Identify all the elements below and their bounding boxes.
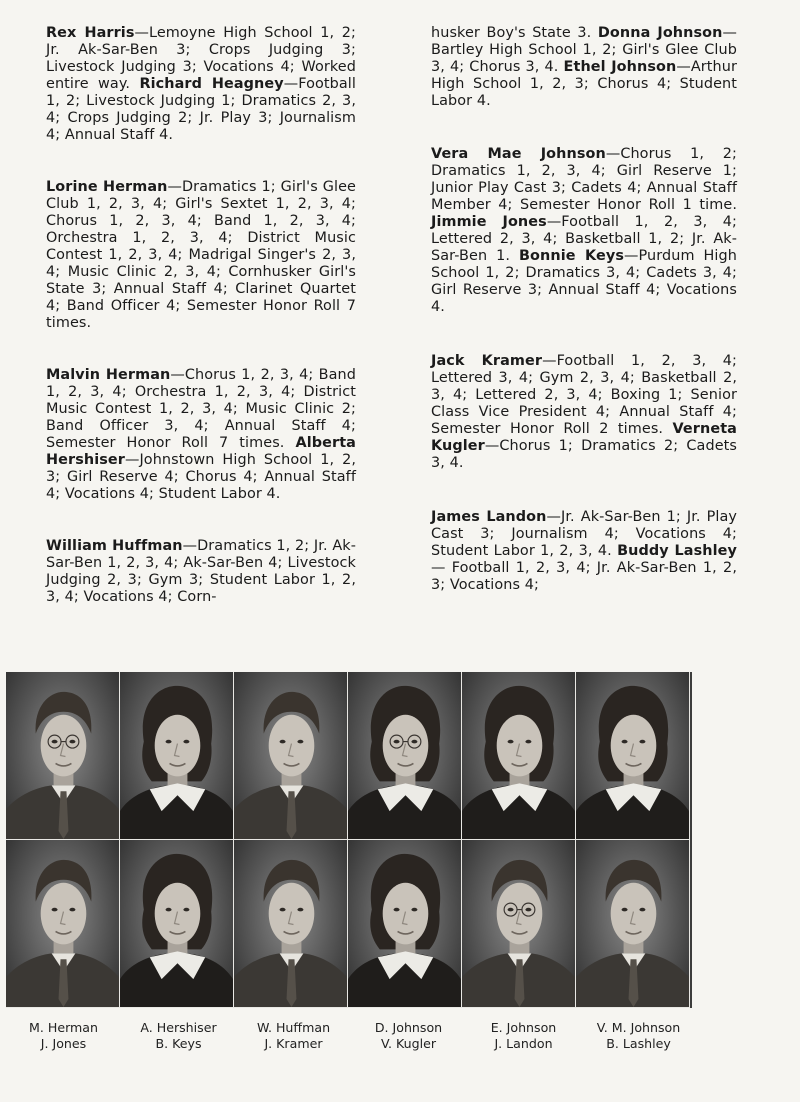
portrait-photo bbox=[234, 840, 347, 1007]
activity-list: —Football 1, 2; Livestock Judging 1; Dramatics 2, 3, 4; Crops Judging 2; Jr. Play 3; Journalism 4; Annual Staff 4. bbox=[46, 76, 357, 143]
activity-list: —Football 1, 2, 3, 4; Lettered 3, 4; Gym 2, 3, 4; Basketball 2, 3, 4; Lettered 2, 3, 4; Boxing 1; Senior Class Vice President 4; Annual Staff 4; Semester Honor Roll 2 times. bbox=[431, 353, 737, 437]
student-name: Verneta Kugler bbox=[431, 421, 737, 454]
activity-entry bbox=[431, 146, 737, 316]
portrait-photo bbox=[576, 840, 689, 1007]
student-name: Vera Mae Johnson bbox=[431, 146, 606, 162]
activity-list: —Purdum High School 1, 2; Dramatics 3, 4; Cadets 3, 4; Girl Reserve 3; Annual Staff 4; Vocations 4. bbox=[431, 248, 737, 315]
activity-list: —Dramatics 1; Girl's Glee Club 1, 2, 3, 4; Girl's Sextet 1, 2, 3, 4; Chorus 1, 2, 3, 4; Band 1, 2, 3, 4; Orchestra 1, 2, 3, 4; District Music Contest 1, 2, 3, 4; Madrigal Singer's 2, 3, 4; Music Clinic 2, 3, 4; Cornhusker Girl's State 3; Annual Staff 4; Clarinet Quartet 4; Band Officer 4; Semester Honor Roll 7 times. bbox=[46, 179, 356, 331]
activity-entry bbox=[431, 25, 737, 110]
caption-bottom: B. Keys bbox=[155, 1036, 202, 1051]
activity-list: —Johnstown High School 1, 2, 3; Girl Reserve 4; Chorus 4; Annual Staff 4; Vocations 4; Student Labor 4. bbox=[46, 452, 356, 502]
student-portrait bbox=[120, 840, 234, 1008]
student-portrait bbox=[6, 672, 120, 840]
caption-column bbox=[236, 1020, 351, 1052]
student-name: Ethel Johnson bbox=[563, 59, 677, 75]
student-portrait bbox=[234, 672, 348, 840]
portrait-photo bbox=[234, 672, 347, 839]
caption-column bbox=[351, 1020, 466, 1052]
student-portrait bbox=[462, 840, 576, 1008]
caption-column bbox=[466, 1020, 581, 1052]
caption-bottom: B. Lashley bbox=[606, 1036, 671, 1051]
student-portrait bbox=[462, 672, 576, 840]
activity-entry bbox=[46, 179, 356, 332]
portrait-photo bbox=[576, 672, 689, 839]
student-portrait bbox=[120, 672, 234, 840]
activity-entry bbox=[46, 367, 356, 503]
student-portrait bbox=[348, 840, 462, 1008]
caption-top: A. Hershiser bbox=[140, 1020, 217, 1035]
activity-list: —Football 1, 2, 3, 4; Lettered 2, 3, 4; Basketball 1, 2; Jr. Ak-Sar-Ben 1. bbox=[431, 214, 737, 264]
student-portrait bbox=[234, 840, 348, 1008]
student-name: Lorine Herman bbox=[46, 179, 168, 195]
activity-list: —Bartley High School 1, 2; Girl's Glee Club 3, 4; Chorus 3, 4. bbox=[431, 25, 737, 75]
left-text-column bbox=[46, 25, 356, 640]
caption-top: W. Huffman bbox=[256, 1020, 331, 1035]
activity-list: — Football 1, 2, 3, 4; Jr. Ak-Sar-Ben 1, 2, 3; Vocations 4; bbox=[431, 560, 737, 593]
activity-list: —Lemoyne High School 1, 2; Jr. Ak-Sar-Ben 3; Crops Judging 3; Livestock Judging 3; Vocations 4; Worked entire way. bbox=[46, 25, 356, 92]
activity-list: —Dramatics 1, 2; Jr. Ak-Sar-Ben 1, 2, 3, 4; Ak-Sar-Ben 4; Livestock Judging 2, 3; Gym 3; Student Labor 1, 2, 3, 4; Vocations 4; Corn- bbox=[46, 538, 356, 605]
student-portrait bbox=[576, 672, 690, 840]
right-text-column bbox=[431, 25, 737, 628]
portrait-captions bbox=[6, 1020, 696, 1052]
portrait-photo bbox=[120, 840, 233, 1007]
caption-top: M. Herman bbox=[28, 1020, 98, 1035]
student-portrait bbox=[6, 840, 120, 1008]
caption-column bbox=[6, 1020, 121, 1052]
student-name: Alberta Hershiser bbox=[46, 435, 356, 468]
student-name: Malvin Herman bbox=[46, 367, 171, 383]
student-name: Richard Heagney bbox=[139, 76, 284, 92]
student-name: Jack Kramer bbox=[431, 353, 543, 369]
student-name: William Huffman bbox=[46, 538, 183, 554]
caption-top: V. M. Johnson bbox=[596, 1020, 681, 1035]
student-name: Bonnie Keys bbox=[518, 248, 624, 264]
portrait-photo bbox=[462, 840, 575, 1007]
caption-bottom: V. Kugler bbox=[380, 1036, 437, 1051]
activity-entry bbox=[431, 353, 737, 472]
portrait-photo bbox=[120, 672, 233, 839]
student-name: James Landon bbox=[431, 509, 547, 525]
activity-list: —Chorus 1, 2, 3, 4; Band 1, 2, 3, 4; Orchestra 1, 2, 3, 4; District Music Contest 1, 2, 3, 4; Music Clinic 2; Band Officer 3, 4; Annual Staff 4; Semester Honor Roll 7 times. bbox=[46, 367, 357, 451]
activity-list: —Jr. Ak-Sar-Ben 1; Jr. Play Cast 3; Journalism 4; Vocations 4; Student Labor 1, 2, 3, 4. bbox=[431, 509, 738, 559]
portrait-grid bbox=[6, 672, 692, 1008]
student-name: Rex Harris bbox=[46, 25, 135, 41]
portrait-photo bbox=[6, 840, 119, 1007]
portrait-photo bbox=[348, 840, 461, 1007]
student-name: Donna Johnson bbox=[597, 25, 723, 41]
caption-bottom: J. Jones bbox=[40, 1036, 87, 1051]
activity-list: —Chorus 1; Dramatics 2; Cadets 3, 4. bbox=[431, 438, 737, 471]
caption-bottom: J. Landon bbox=[494, 1036, 553, 1051]
caption-top: E. Johnson bbox=[490, 1020, 557, 1035]
activity-entry bbox=[431, 509, 737, 594]
caption-top: D. Johnson bbox=[374, 1020, 443, 1035]
portrait-photo bbox=[6, 672, 119, 839]
activity-list: husker Boy's State 3. bbox=[431, 25, 598, 41]
student-portrait bbox=[576, 840, 690, 1008]
caption-bottom: J. Kramer bbox=[264, 1036, 323, 1051]
student-name: Jimmie Jones bbox=[431, 214, 547, 230]
portrait-photo bbox=[348, 672, 461, 839]
student-name: Buddy Lashley bbox=[617, 543, 737, 559]
activity-list: —Chorus 1, 2; Dramatics 1, 2, 3, 4; Girl Reserve 1; Junior Play Cast 3; Cadets 4; Annual Staff Member 4; Semester Honor Roll 1 time. bbox=[431, 146, 737, 213]
caption-column bbox=[581, 1020, 696, 1052]
activity-list: —Arthur High School 1, 2, 3; Chorus 4; Student Labor 4. bbox=[431, 59, 737, 109]
student-portrait bbox=[348, 672, 462, 840]
portrait-photo bbox=[462, 672, 575, 839]
caption-column bbox=[121, 1020, 236, 1052]
activity-entry bbox=[46, 25, 356, 144]
activity-entry bbox=[46, 538, 356, 606]
